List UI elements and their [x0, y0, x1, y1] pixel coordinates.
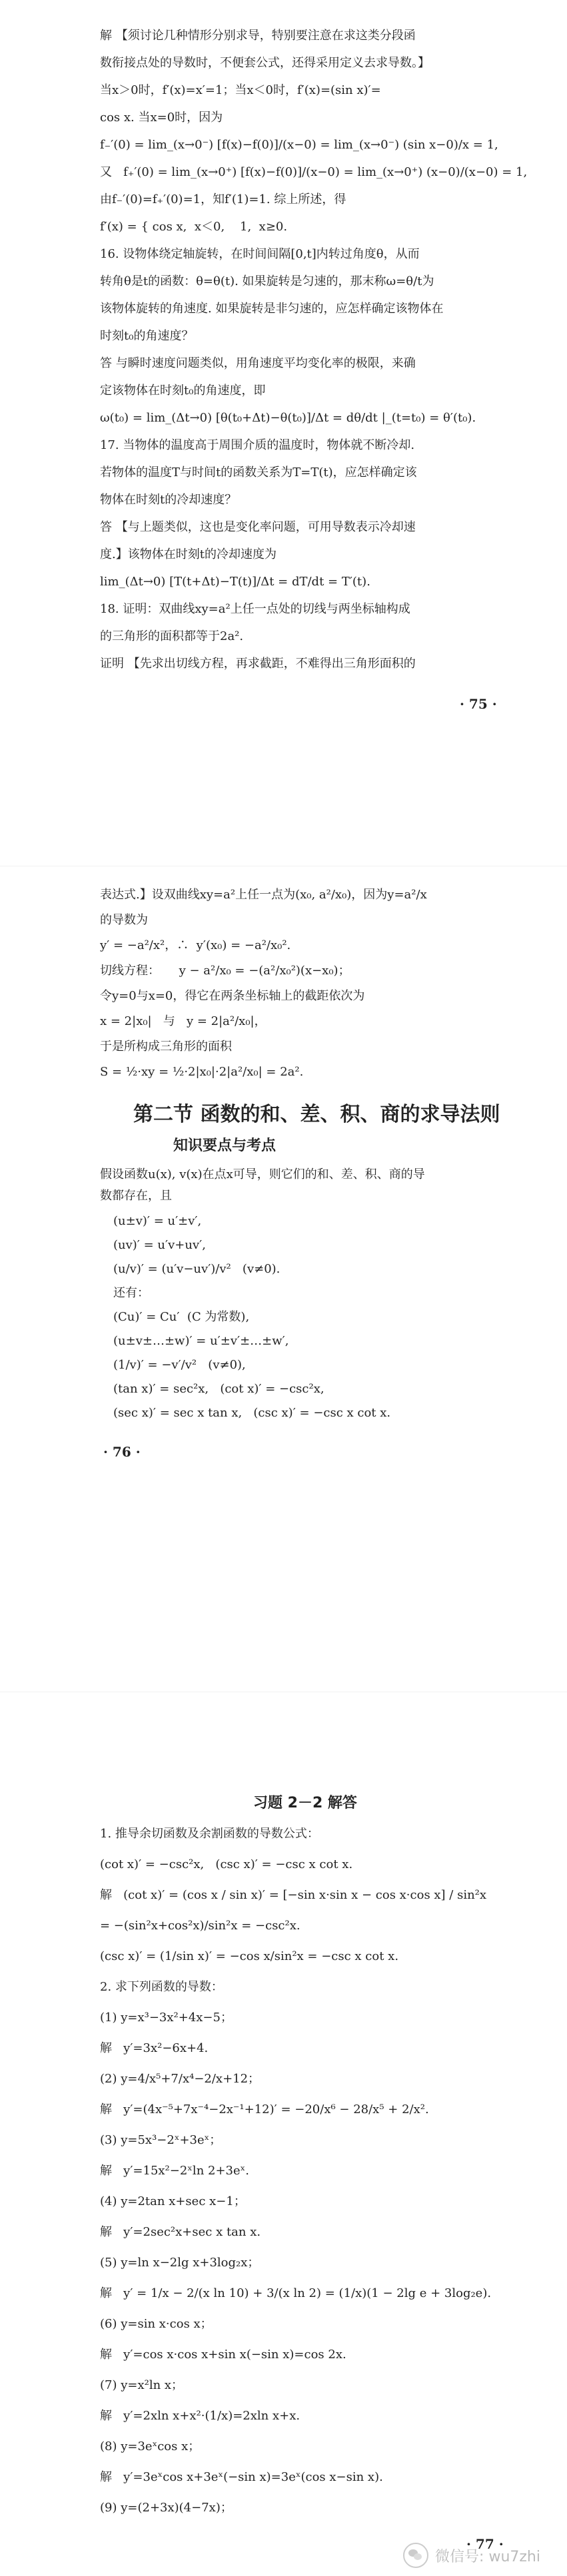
text-line: 该物体旋转的角速度. 如果旋转是非匀速的，应怎样确定该物体在: [100, 302, 444, 316]
text-line: 的导数为: [100, 913, 148, 927]
subsection-title: 知识要点与考点: [173, 1137, 277, 1154]
text-line: 还有：: [113, 1286, 149, 1300]
text-line: 解 y′=15x²−2ˣln 2+3eˣ.: [100, 2164, 249, 2178]
text-line: 证明 【先求出切线方程，再求截距，不难得出三角形面积的: [100, 657, 416, 671]
text-line: f₋′(0) = lim_(x→0⁻) [f(x)−f(0)]/(x−0) = lim_(x→0⁻) (sin x−0)/x = 1,: [100, 138, 498, 152]
text-line: 切线方程： y − a²/x₀ = −(a²/x₀²)(x−x₀)；: [100, 964, 350, 978]
text-line: 度.】该物体在时刻t的冷却速度为: [100, 547, 277, 561]
text-line: 假设函数u(x), v(x)在点x可导，则它们的和、差、积、商的导: [100, 1167, 425, 1181]
text-line: 解 y′=(4x⁻⁵+7x⁻⁴−2x⁻¹+12)′ = −20/x⁶ − 28/x⁵ + 2/x².: [100, 2102, 429, 2116]
text-line: = −(sin²x+cos²x)/sin²x = −csc²x.: [100, 1919, 300, 1933]
text-line: (csc x)′ = (1/sin x)′ = −cos x/sin²x = −csc x cot x.: [100, 1949, 399, 1963]
text-line: (3) y=5x³−2ˣ+3eˣ；: [100, 2133, 222, 2147]
text-line: 转角θ是t的函数：θ=θ(t). 如果旋转是匀速的，那末称ω=θ/t为: [100, 274, 434, 288]
page-number: · 76 ·: [103, 1444, 141, 1460]
text-line: (uv)′ = u′v+uv′,: [113, 1238, 206, 1252]
text-line: (9) y=(2+3x)(4−7x)；: [100, 2501, 233, 2515]
text-line: y′ = −a²/x²，∴ y′(x₀) = −a²/x₀².: [100, 938, 291, 952]
text-line: 时刻t₀的角速度？: [100, 329, 194, 343]
text-line: 解 y′ = 1/x − 2/(x ln 10) + 3/(x ln 2) = (1/x)(1 − 2lg e + 3log₂e).: [100, 2286, 492, 2300]
text-line: 解 y′=3x²−6x+4.: [100, 2041, 209, 2055]
text-line: (4) y=2tan x+sec x−1；: [100, 2194, 246, 2208]
text-line: 若物体的温度T与时间t的函数关系为T=T(t)，应怎样确定该: [100, 466, 417, 480]
text-line: (1) y=x³−3x²+4x−5；: [100, 2011, 233, 2025]
text-line: 答 【与上题类似，这也是变化率问题，可用导数表示冷却速: [100, 520, 416, 534]
wechat-icon: [403, 2543, 428, 2568]
text-line: (tan x)′ = sec²x, (cot x)′ = −csc²x,: [113, 1382, 324, 1396]
text-line: cos x. 当x=0时，因为: [100, 111, 223, 125]
text-line: (2) y=4/x⁵+7/x⁴−2/x+12；: [100, 2072, 261, 2086]
text-line: 16. 设物体绕定轴旋转，在时间间隔[0,t]内转过角度θ，从而: [100, 247, 420, 261]
text-line: (cot x)′ = −csc²x, (csc x)′ = −csc x cot x.: [100, 1857, 353, 1871]
page-76: [0, 872, 567, 1598]
text-line: 1. 推导余切函数及余割函数的导数公式：: [100, 1827, 319, 1841]
text-line: 表达式.】设双曲线xy=a²上任一点为(x₀, a²/x₀)，因为y=a²/x: [100, 888, 427, 902]
text-line: (7) y=x²ln x；: [100, 2378, 184, 2392]
text-line: 于是所构成三角形的面积: [100, 1040, 232, 1054]
text-line: 当x＞0时，f′(x)=x′=1；当x＜0时，f′(x)=(sin x)′=: [100, 83, 381, 97]
text-line: (u/v)′ = (u′v−uv′)/v² (v≠0).: [113, 1262, 281, 1276]
text-line: 数衔接点处的导数时，不便套公式，还得采用定义去求导数。】: [100, 56, 430, 70]
text-line: 答 与瞬时速度问题类似，用角速度平均变化率的极限，来确: [100, 356, 416, 370]
text-line: (Cu)′ = Cu′ (C 为常数),: [113, 1310, 250, 1324]
text-line: 18. 证明：双曲线xy=a²上任一点处的切线与两坐标轴构成: [100, 602, 410, 616]
text-line: 解 y′=cos x·cos x+sin x(−sin x)=cos 2x.: [100, 2348, 346, 2362]
text-line: (1/v)′ = −v′/v² (v≠0),: [113, 1358, 246, 1372]
text-line: 物体在时刻t的冷却速度？: [100, 493, 237, 507]
text-line: ω(t₀) = lim_(Δt→0) [θ(t₀+Δt)−θ(t₀)]/Δt = dθ/dt |_(t=t₀) = θ′(t₀).: [100, 411, 476, 425]
page-77: [0, 1705, 567, 2571]
page-number: · 75 ·: [460, 696, 497, 712]
page-75: [0, 0, 567, 726]
text-line: f′(x) = { cos x, x＜0, 1, x≥0.: [100, 220, 288, 234]
text-line: 定该物体在时刻t₀的角速度，即: [100, 384, 266, 398]
text-line: (u±v)′ = u′±v′,: [113, 1214, 202, 1228]
section-title: 第二节 函数的和、差、积、商的求导法则: [133, 1103, 500, 1126]
text-line: x = 2|x₀| 与 y = 2|a²/x₀|，: [100, 1014, 267, 1028]
text-line: 解 y′=3eˣcos x+3eˣ(−sin x)=3eˣ(cos x−sin x).: [100, 2470, 383, 2484]
watermark-text: 微信号: wu7zhi: [435, 2548, 540, 2565]
text-line: 解 y′=2sec²x+sec x tan x.: [100, 2225, 261, 2239]
text-line: 解 (cot x)′ = (cos x / sin x)′ = [−sin x·sin x − cos x·cos x] / sin²x: [100, 1888, 487, 1902]
text-line: (sec x)′ = sec x tan x, (csc x)′ = −csc x cot x.: [113, 1406, 391, 1420]
watermark: [403, 2543, 540, 2568]
text-line: (5) y=ln x−2lg x+3log₂x；: [100, 2256, 260, 2270]
exercise-title: 习题 2－2 解答: [253, 1795, 357, 1811]
text-line: (6) y=sin x·cos x；: [100, 2317, 213, 2331]
page-number: · 77 ·: [466, 2536, 504, 2552]
text-line: lim_(Δt→0) [T(t+Δt)−T(t)]/Δt = dT/dt = T′(t).: [100, 575, 370, 589]
text-line: 17. 当物体的温度高于周围介质的温度时，物体就不断冷却.: [100, 438, 415, 452]
text-line: (8) y=3eˣcos x；: [100, 2439, 201, 2453]
text-line: 数都存在，且: [100, 1189, 172, 1203]
text-line: (u±v±…±w)′ = u′±v′±…±w′,: [113, 1334, 289, 1348]
text-line: 令y=0与x=0，得它在两条坐标轴上的截距依次为: [100, 989, 365, 1003]
text-line: 解 y′=2xln x+x²·(1/x)=2xln x+x.: [100, 2409, 300, 2423]
text-line: 由f₋′(0)=f₊′(0)=1，知f′(1)=1. 综上所述，得: [100, 192, 346, 206]
text-line: 又 f₊′(0) = lim_(x→0⁺) [f(x)−f(0)]/(x−0) = lim_(x→0⁺) (x−0)/(x−0) = 1,: [100, 165, 528, 179]
text-line: 的三角形的面积都等于2a².: [100, 629, 244, 643]
text-line: S = ½·xy = ½·2|x₀|·2|a²/x₀| = 2a².: [100, 1065, 304, 1079]
text-line: 解 【须讨论几种情形分别求导，特别要注意在求这类分段函: [100, 29, 416, 43]
text-line: 2. 求下列函数的导数：: [100, 1980, 223, 1994]
